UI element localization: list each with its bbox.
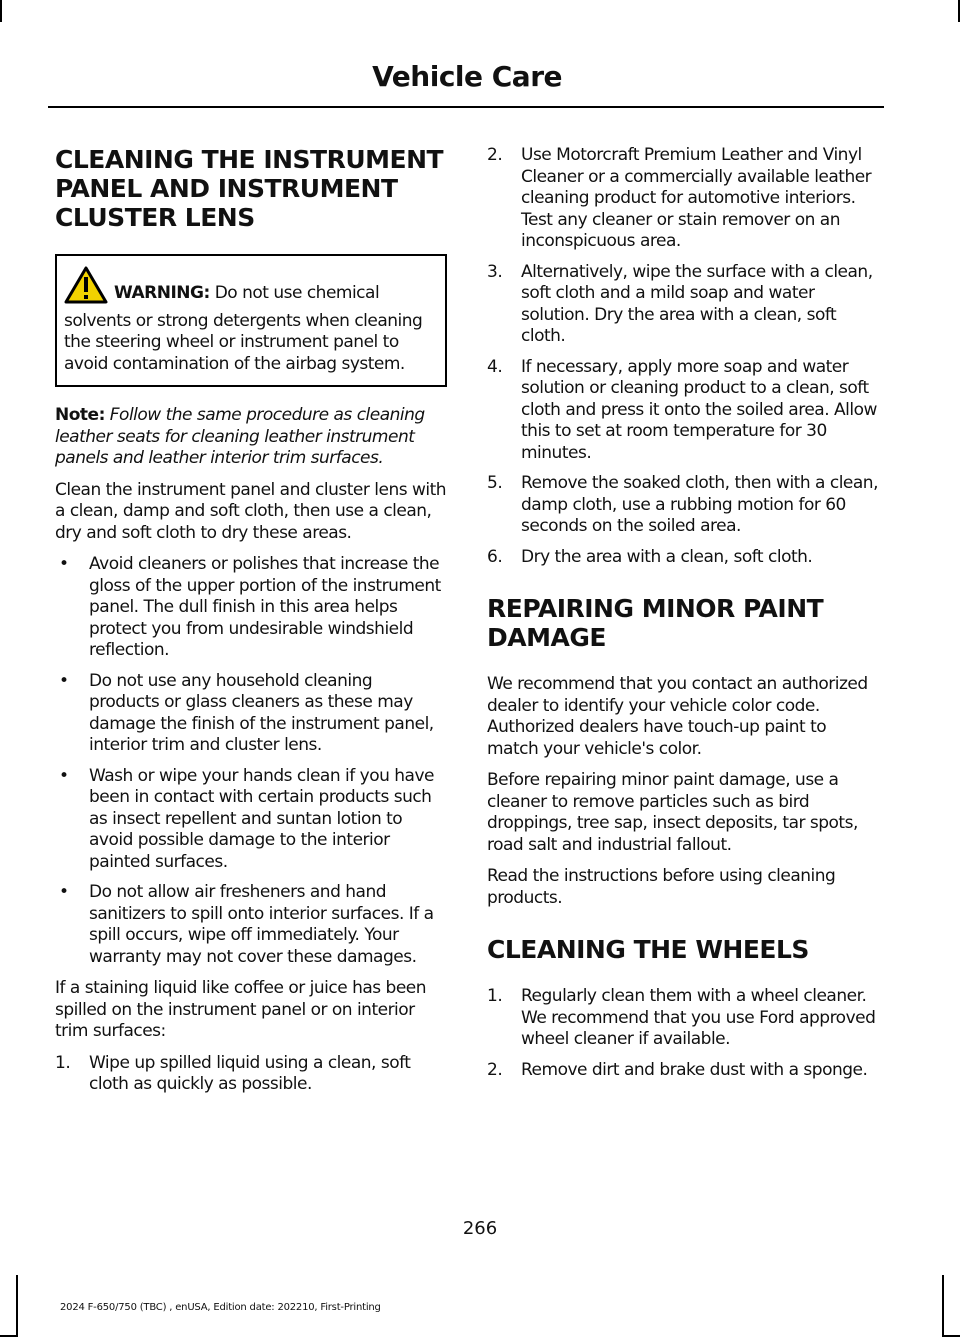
spill-steps-continued bbox=[487, 145, 882, 568]
warning-label: WARNING: bbox=[114, 283, 210, 303]
page-number: 266 bbox=[462, 1218, 498, 1239]
crop-mark-bottom-right-v bbox=[942, 1275, 944, 1337]
section-heading-instrument-panel: CLEANING THE INSTRUMENT PANEL AND INSTRUMENT CLUSTER LENS bbox=[55, 145, 444, 232]
note-label: Note: bbox=[55, 405, 105, 425]
warning-triangle-icon bbox=[64, 266, 108, 311]
warning-box bbox=[55, 254, 447, 387]
list-item: • Do not allow air fresheners and hand sanitizers to spill onto interior surfaces. If a spill occurs, wipe off immediately. Your warranty may not cover these damages. bbox=[59, 882, 434, 967]
section-heading-wheels: CLEANING THE WHEELS bbox=[487, 935, 809, 964]
header-rule bbox=[48, 106, 884, 108]
spill-intro: If a staining liquid like coffee or juice has been spilled on the instrument panel or on interior trim surfaces: bbox=[55, 978, 427, 1041]
bullet-list bbox=[55, 554, 447, 968]
section-heading-paint: REPAIRING MINOR PAINT DAMAGE bbox=[487, 594, 824, 652]
footer-edition: 2024 F-650/750 (TBC) , enUSA, Edition date: 202210, First-Printing bbox=[60, 1302, 381, 1313]
note-text: Follow the same procedure as cleaning leather seats for cleaning leather instrument panels and leather interior trim surfaces. bbox=[55, 405, 425, 468]
list-item: 4. If necessary, apply more soap and water solution or cleaning product to a clean, soft cloth and press it onto the soiled area. Allow this to set at room temperature for 30 minutes. bbox=[487, 356, 877, 463]
note bbox=[55, 405, 447, 470]
spill-steps bbox=[55, 1053, 447, 1096]
crop-mark-top-left bbox=[0, 0, 2, 22]
left-column bbox=[55, 145, 447, 1108]
list-item: • Do not use any household cleaning products or glass cleaners as these may damage the finish of the instrument panel, interior trim and cluster lens. bbox=[59, 670, 434, 755]
list-item: 6. Dry the area with a clean, soft cloth. bbox=[487, 546, 813, 567]
list-item: 5. Remove the soaked cloth, then with a clean, damp cloth, use a rubbing motion for 60 seconds on the soiled area. bbox=[487, 473, 878, 536]
page-title: Vehicle Care bbox=[372, 60, 562, 93]
intro-paragraph: Clean the instrument panel and cluster lens with a clean, damp and soft cloth, then use a clean, dry and soft cloth to dry these areas. bbox=[55, 479, 447, 543]
list-item: • Avoid cleaners or polishes that increase the gloss of the upper portion of the instrument panel. The dull finish in this area helps protect you from undesirable windshield reflection. bbox=[59, 554, 441, 660]
warning-text: Do not use chemical solvents or strong detergents when cleaning the steering wheel or instrument panel to avoid contamination of the airbag system. bbox=[64, 283, 423, 374]
list-item: 2. Use Motorcraft Premium Leather and Vinyl Cleaner or a commercially available leather cleaning product for automotive interiors. Test any cleaner or stain remover on an inconspicuous area. bbox=[487, 145, 872, 251]
list-item: 2. Remove dirt and brake dust with a sponge. bbox=[487, 1059, 868, 1080]
list-item: 3. Alternatively, wipe the surface with a clean, soft cloth and a mild soap and water solution. Dry the area with a clean, soft cloth. bbox=[487, 261, 873, 346]
list-item: 1. Regularly clean them with a wheel cleaner. We recommend that you use Ford approved wheel cleaner if available. bbox=[487, 986, 876, 1049]
list-item: 1. Wipe up spilled liquid using a clean, soft cloth as quickly as possible. bbox=[55, 1052, 411, 1094]
right-column bbox=[487, 145, 882, 1093]
list-item: • Wash or wipe your hands clean if you have been in contact with certain products such as insect repellent and suntan lotion to avoid possible damage to the interior painted surfaces. bbox=[59, 765, 434, 872]
crop-mark-bottom-left-v bbox=[16, 1275, 18, 1337]
paint-paragraph: Read the instructions before using cleaning products. bbox=[487, 866, 836, 908]
paint-paragraph: Before repairing minor paint damage, use a cleaner to remove particles such as bird droppings, tree sap, insect deposits, tar spots, road salt and industrial fallout. bbox=[487, 770, 858, 855]
paint-paragraph: We recommend that you contact an authorized dealer to identify your vehicle color code. Authorized dealers have touch-up paint to match your vehicle's color. bbox=[487, 674, 868, 759]
wheel-steps bbox=[487, 986, 882, 1081]
